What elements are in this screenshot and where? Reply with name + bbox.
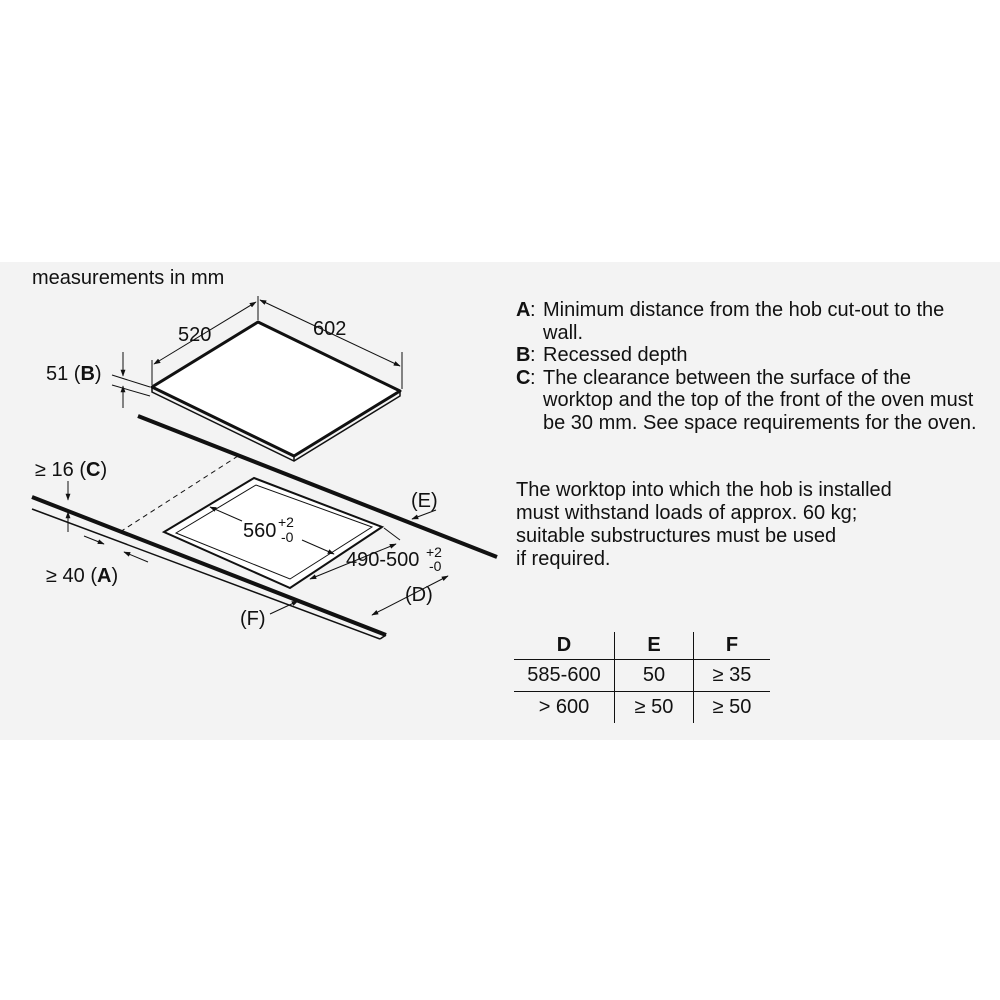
worktop-clearance-label: ≥ 16 (C) bbox=[35, 459, 108, 481]
clearance-table bbox=[514, 632, 770, 723]
front-clearance-label: (F) bbox=[240, 608, 266, 630]
table-row bbox=[514, 660, 770, 692]
remark-line: The worktop into which the hob is installed bbox=[516, 479, 892, 501]
cutout-depth-label: 490-500 bbox=[346, 549, 420, 571]
cutout-depth-tolerance-minus: -0 bbox=[429, 558, 442, 574]
wall-distance-label: ≥ 40 (A) bbox=[46, 565, 119, 587]
worktop-depth-label: (D) bbox=[405, 584, 433, 606]
rear-clearance-label: (E) bbox=[411, 490, 438, 512]
cutout-width-label: 560 bbox=[243, 520, 277, 542]
measurement-unit-caption: measurements in mm bbox=[32, 267, 225, 289]
hob-width-label: 602 bbox=[313, 318, 347, 340]
note-key: A bbox=[516, 299, 531, 321]
note-text: The clearance between the surface of the worktop and the top of the front of the oven must be 30 mm. See space requirements for the oven. bbox=[543, 366, 977, 434]
table-cell: 585-600 bbox=[514, 660, 615, 692]
note-b: B : Recessed depth bbox=[516, 344, 688, 366]
note-text: Recessed depth bbox=[543, 344, 688, 366]
table-header-e: E bbox=[615, 632, 694, 660]
remark-line: must withstand loads of approx. 60 kg; bbox=[516, 502, 858, 524]
table-cell: > 600 bbox=[514, 692, 615, 724]
table-header-row bbox=[514, 632, 770, 660]
cutout-width-tolerance-plus: +2 bbox=[278, 514, 294, 530]
legend-notes bbox=[516, 299, 986, 434]
note-a: A : Minimum distance from the hob cut-out to the wall. bbox=[516, 299, 945, 344]
dimension-recessed-depth bbox=[112, 352, 150, 408]
cutout-depth-tolerance-plus: +2 bbox=[426, 544, 442, 560]
table-cell: ≥ 50 bbox=[615, 692, 694, 724]
table-header-d: D bbox=[556, 634, 572, 656]
remark-line: if required. bbox=[516, 548, 611, 570]
table-header-f: F bbox=[694, 632, 771, 660]
note-c: C : The clearance between the surface of the worktop and the top of the front of the oven must be 30 mm. See space requirements for the oven. bbox=[516, 366, 977, 434]
table-row bbox=[514, 692, 770, 724]
table-cell: ≥ 50 bbox=[694, 692, 771, 724]
table-cell: 50 bbox=[615, 660, 694, 692]
note-key: C bbox=[516, 366, 531, 389]
note-key: B bbox=[516, 344, 531, 366]
remark-line: suitable substructures must be used bbox=[516, 525, 837, 547]
hob-depth-label: 520 bbox=[178, 324, 212, 346]
note-text: Minimum distance from the hob cut-out to the wall. bbox=[543, 299, 945, 344]
load-remark bbox=[516, 479, 986, 571]
table-cell: ≥ 35 bbox=[694, 660, 771, 692]
recessed-depth-label: 51 (B) bbox=[46, 363, 102, 385]
cutout-width-tolerance-minus: -0 bbox=[281, 529, 294, 545]
